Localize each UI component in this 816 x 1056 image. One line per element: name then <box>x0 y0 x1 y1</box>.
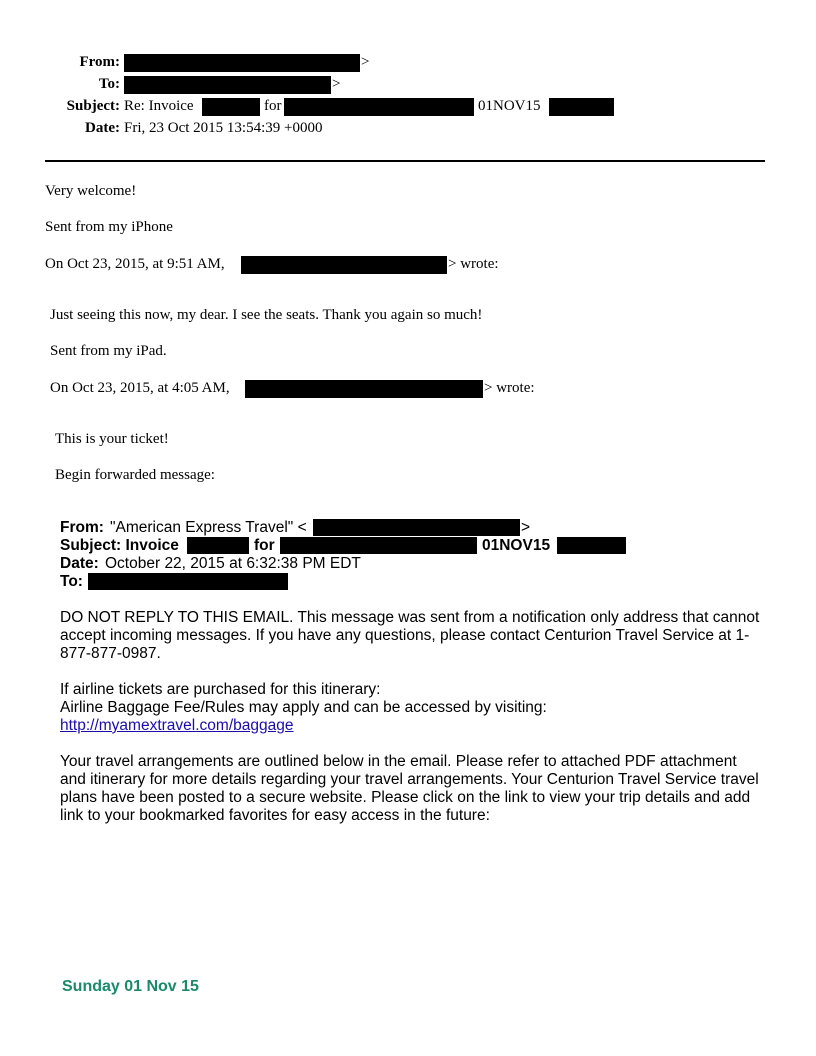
quote2-prefix: On Oct 23, 2015, at 4:05 AM, <box>50 380 230 396</box>
fwd-subject-date: 01NOV15 <box>482 537 551 554</box>
redacted-from-address <box>124 54 360 72</box>
redacted-fwd-to-address <box>88 573 288 590</box>
quote1-prefix: On Oct 23, 2015, at 9:51 AM, <box>45 256 225 272</box>
redacted-fwd-subject-name <box>280 537 477 554</box>
forward-intro: Begin forwarded message: <box>55 467 215 483</box>
redacted-quote1-sender <box>241 256 447 274</box>
subject-label: Subject: <box>66 98 120 114</box>
date-label: Date: <box>85 120 120 136</box>
from-label: From: <box>79 54 120 70</box>
from-tail: > <box>361 54 370 70</box>
fwd-notice-paragraph: DO NOT REPLY TO THIS EMAIL. This message was sent from a notification only address that cannot accept incoming messages. If you have any questions, please contact Centurion Travel Service at 1-877-877-0987. <box>60 609 760 662</box>
to-label: To: <box>98 76 120 92</box>
quoted-line-2: This is your ticket! <box>55 431 169 447</box>
redacted-subject-tail <box>549 98 614 116</box>
itinerary-day-heading: Sunday 01 Nov 15 <box>62 978 199 995</box>
date-value: Fri, 23 Oct 2015 13:54:39 +0000 <box>124 120 323 136</box>
quote2-suffix: > wrote: <box>484 380 535 396</box>
fwd-from-tail: > <box>521 519 531 536</box>
fwd-travel-paragraph: Your travel arrangements are outlined below in the email. Please refer to attached PDF attachment and itinerary for more details regarding your travel arrangements. Your Centurion Travel Service travel plans have been posted to a secure website. Please click on the link to view your trip details and add link to your bookmarked favorites for easy access in the future: <box>60 753 759 824</box>
fwd-subject-label: Subject: Invoice <box>60 537 179 554</box>
redacted-fwd-invoice-number <box>187 537 249 554</box>
redacted-subject-name <box>284 98 474 116</box>
redacted-fwd-from-address <box>313 519 520 536</box>
fwd-date-label: Date: <box>60 555 99 572</box>
fwd-baggage-line-1: If airline tickets are purchased for this itinerary: <box>60 681 381 698</box>
reply-signature: Sent from my iPhone <box>45 219 173 235</box>
fwd-to-label: To: <box>60 573 83 590</box>
fwd-from-value: "American Express Travel" < <box>110 519 307 536</box>
quote1-suffix: > wrote: <box>448 256 499 272</box>
header-divider <box>45 160 765 162</box>
quoted-line-1: Just seeing this now, my dear. I see the seats. Thank you again so much! <box>50 307 483 323</box>
subject-part3: 01NOV15 <box>478 98 541 114</box>
fwd-date-value: October 22, 2015 at 6:32:38 PM EDT <box>105 555 361 572</box>
subject-part1: Re: Invoice <box>124 98 194 114</box>
fwd-subject-for: for <box>254 537 275 554</box>
reply-line-1: Very welcome! <box>45 183 137 199</box>
quoted-signature: Sent from my iPad. <box>50 343 167 359</box>
redacted-fwd-subject-tail <box>557 537 626 554</box>
baggage-link[interactable]: http://myamextravel.com/baggage <box>60 717 294 734</box>
subject-part2: for <box>264 98 282 114</box>
redacted-quote2-sender <box>245 380 483 398</box>
fwd-baggage-line-2: Airline Baggage Fee/Rules may apply and can be accessed by visiting: <box>60 699 547 716</box>
redacted-to-address <box>124 76 331 94</box>
to-tail: > <box>332 76 341 92</box>
fwd-from-label: From: <box>60 519 104 536</box>
redacted-invoice-number <box>202 98 260 116</box>
